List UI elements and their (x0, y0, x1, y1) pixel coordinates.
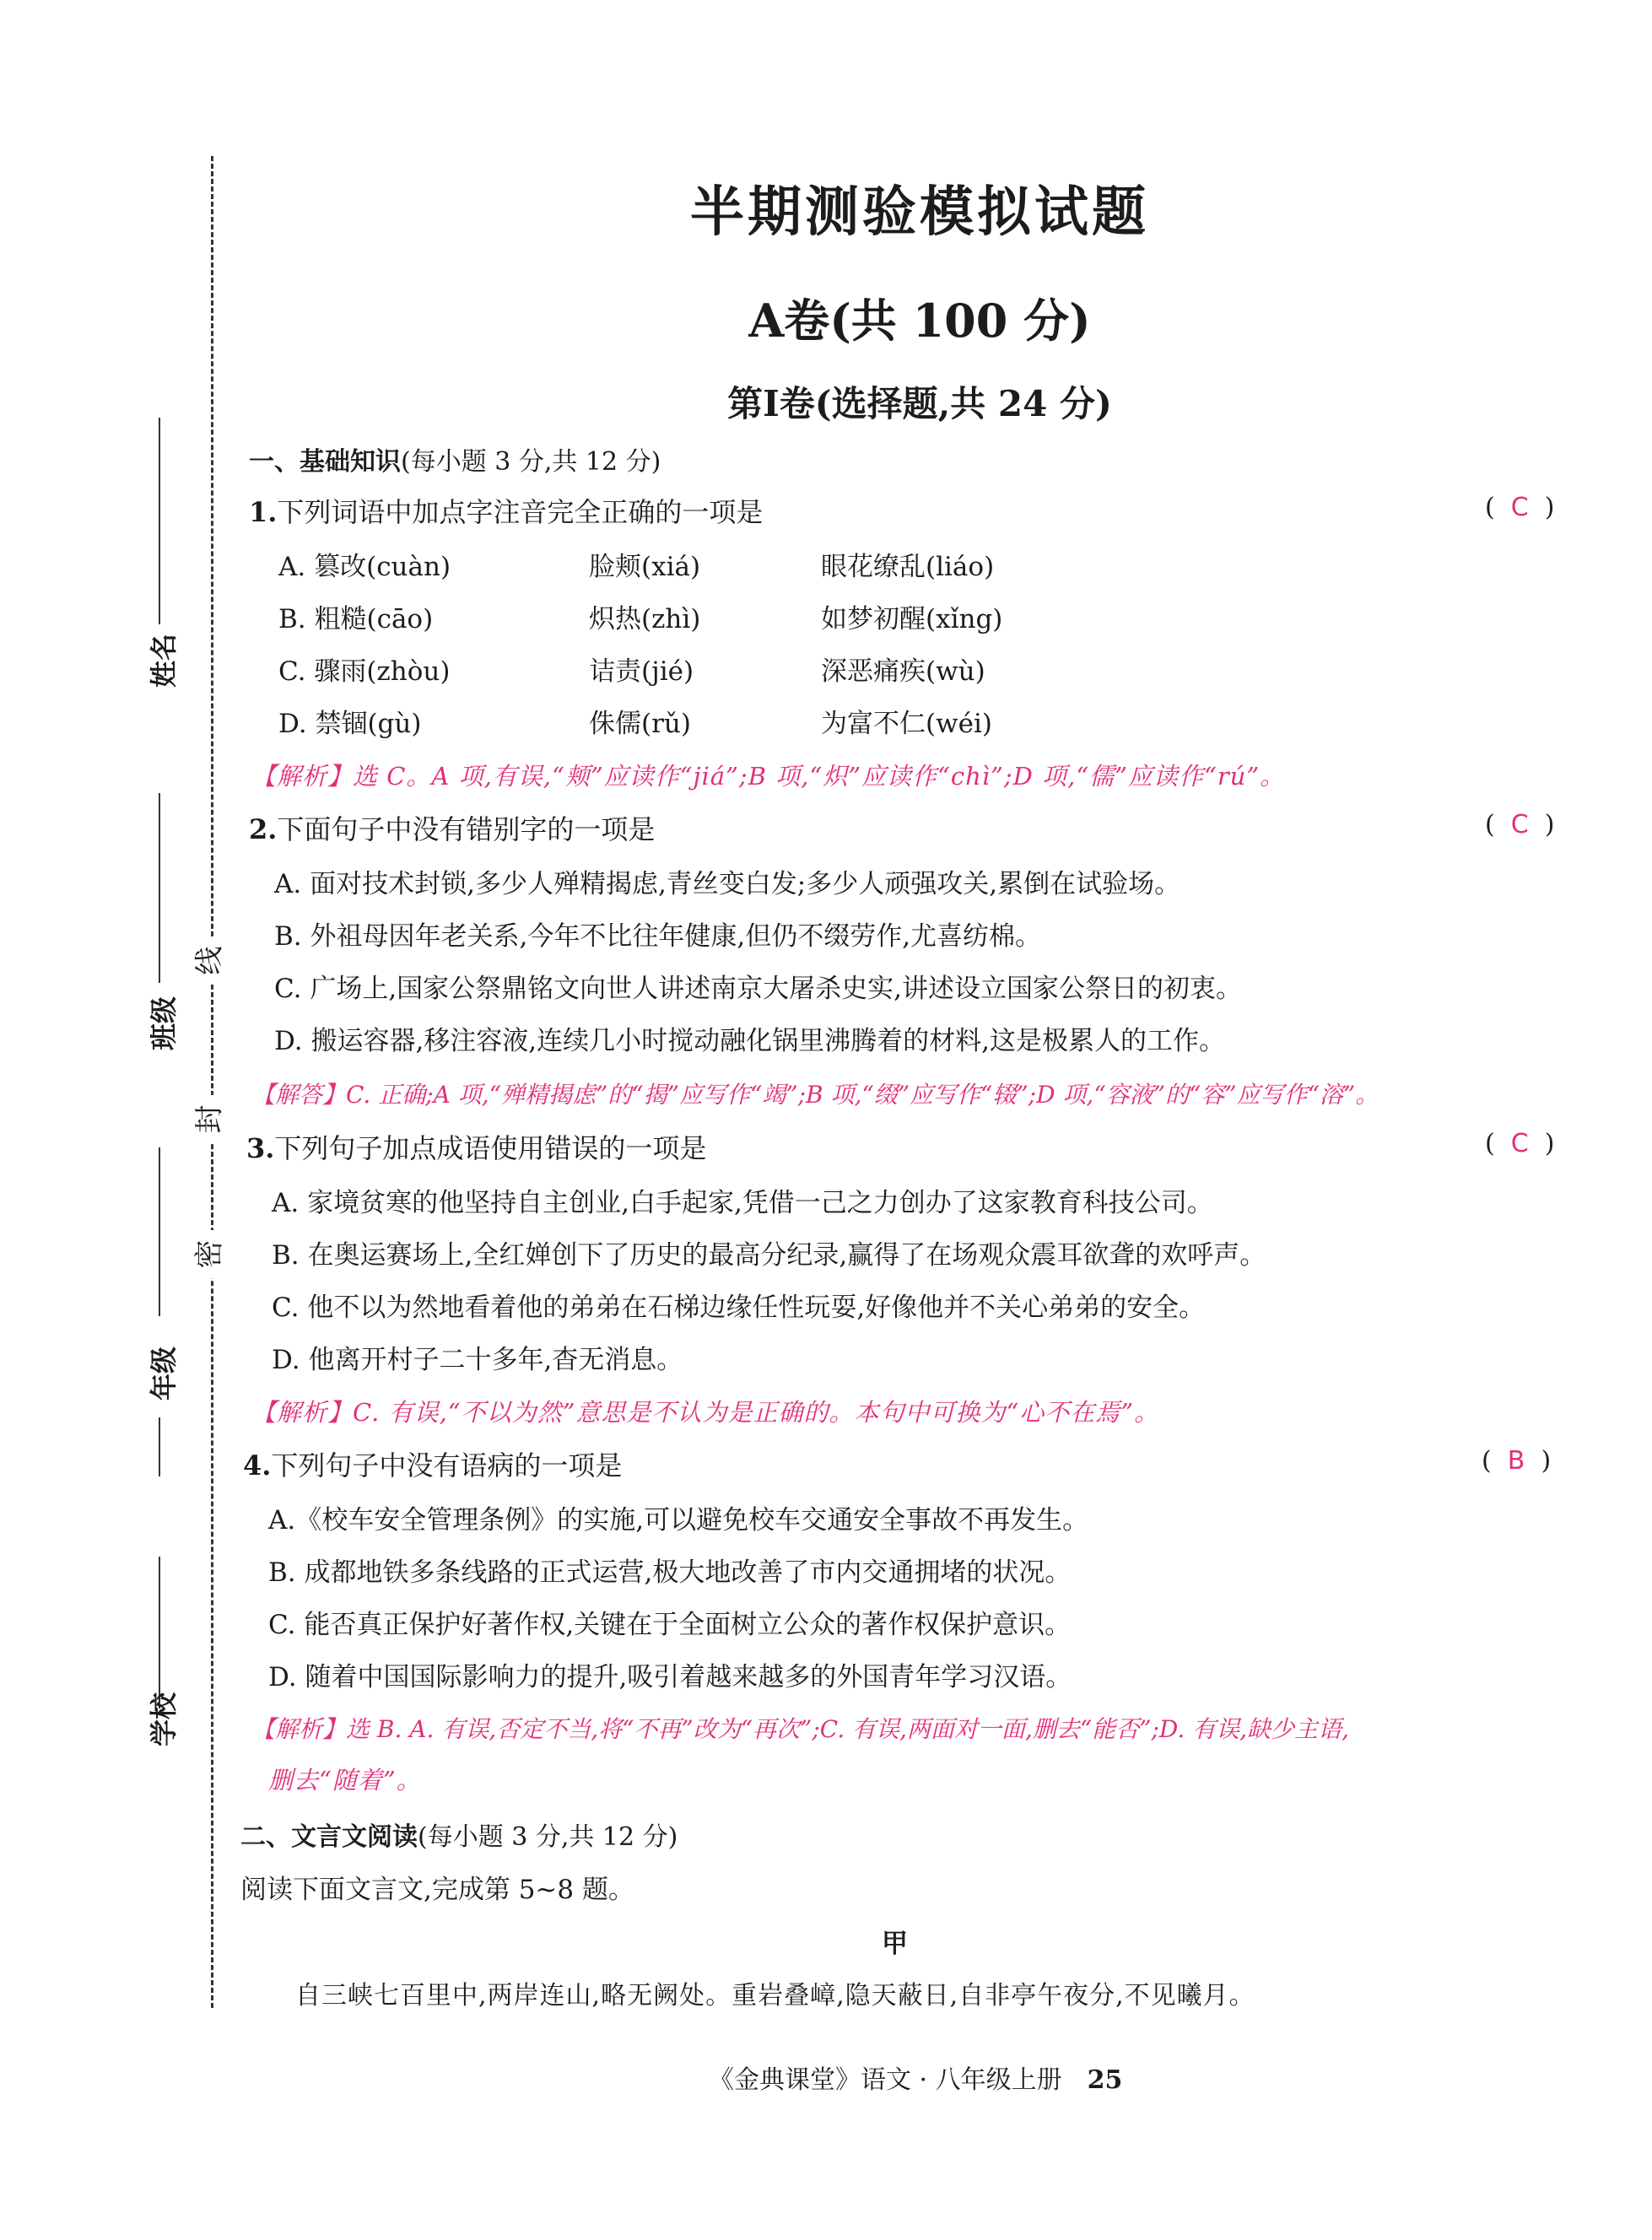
section2-heading (240, 1816, 678, 1853)
reading-instruction: 阅读下面文言文,完成第 5~8 题。 (240, 1875, 634, 1905)
q2-stem (249, 808, 655, 847)
seal-line-wrap (192, 936, 227, 985)
seal-line-text: 线 (192, 946, 227, 975)
q1-option-c-3: 深恶痛疾(wù) (821, 656, 985, 687)
q4-option-d: D. 随着中国国际影响力的提升,吸引着越来越多的外国青年学习汉语。 (268, 1662, 1072, 1692)
seal-secret-wrap (192, 1230, 227, 1278)
q1-option-d-2: 侏儒(rǔ) (589, 709, 691, 739)
school-label: 学校 (148, 1692, 181, 1747)
section2-title: 二、文言文阅读 (240, 1822, 418, 1852)
q2-option-d: D. 搬运容器,移注容液,连续几小时搅动融化锅里沸腾着的材料,这是极累人的工作。 (274, 1026, 1226, 1056)
section1-note: (每小题 3 分,共 12 分) (401, 447, 661, 477)
q3-answer: ( C ) (1485, 1129, 1555, 1158)
q3-text: 下列句子加点成语使用错误的一项是 (274, 1132, 707, 1164)
grade-label-wrap (135, 1346, 189, 1401)
q3-stem (246, 1127, 706, 1166)
seal-seal-wrap (192, 1095, 227, 1143)
q1-stem (249, 491, 763, 530)
q2-option-c: C. 广场上,国家公祭鼎铭文向世人讲述南京大屠杀史实,讲述设立国家公祭日的初衷。 (274, 974, 1243, 1004)
q1-number: 1. (249, 496, 278, 528)
binding-dashed-line (211, 156, 213, 2008)
q3-answer-letter: C (1510, 1129, 1529, 1158)
class-label-wrap (135, 996, 189, 1051)
q1-option-c-2: 诘责(jié) (589, 656, 694, 687)
school-label-wrap (135, 1692, 189, 1747)
class-label: 班级 (148, 996, 181, 1051)
q1-option-b-3: 如梦初醒(xǐng) (821, 604, 1003, 634)
q1-text: 下列词语中加点字注音完全正确的一项是 (277, 496, 764, 528)
q1-option-b-1: B. 粗糙(cāo) (278, 604, 434, 634)
section1-title: 一、基础知识 (249, 447, 401, 477)
q1-option-b-2: 炽热(zhì) (589, 604, 701, 634)
grade-lower-line (159, 1417, 160, 1476)
q4-answer-letter: B (1507, 1446, 1525, 1476)
passage-line-1: 自三峡七百里中,两岸连山,略无阙处。重岩叠嶂,隐天蔽日,自非亭午夜分,不见曦月。 (295, 1981, 1255, 2011)
name-underline (159, 418, 160, 624)
seal-secret-text: 密 (192, 1239, 227, 1269)
q4-analysis-line2: 删去“随着”。 (268, 1766, 422, 1795)
grade-underline (159, 1147, 160, 1316)
q1-option-d-1: D. 禁锢(gù) (278, 709, 422, 739)
q2-text: 下面句子中没有错别字的一项是 (277, 813, 656, 845)
q1-option-d-3: 为富不仁(wéi) (821, 709, 992, 739)
q3-option-a: A. 家境贫寒的他坚持自主创业,白手起家,凭借一己之力创办了这家教育科技公司。 (272, 1188, 1213, 1218)
q3-option-b: B. 在奥运赛场上,全红婵创下了历史的最高分纪录,赢得了在场观众震耳欲聋的欢呼声。 (272, 1240, 1266, 1271)
seal-seal-text: 封 (192, 1104, 227, 1134)
q2-answer: ( C ) (1485, 810, 1555, 839)
q4-text: 下列句子中没有语病的一项是 (271, 1449, 623, 1482)
q1-option-a-2: 脸颊(xiá) (589, 552, 701, 582)
grade-label: 年级 (148, 1346, 181, 1401)
q4-answer: ( B ) (1482, 1446, 1552, 1476)
passage-label: 甲 (882, 1929, 908, 1959)
volume-title: A卷(共 100 分) (748, 294, 1091, 348)
name-label: 姓名 (148, 633, 181, 688)
class-underline (159, 793, 160, 983)
q1-answer-letter: C (1510, 493, 1529, 522)
section1-heading (249, 440, 661, 478)
page-title: 半期测验模拟试题 (690, 181, 1149, 244)
q3-number: 3. (246, 1132, 275, 1164)
q3-option-d: D. 他离开村子二十多年,杳无消息。 (272, 1345, 683, 1375)
q2-number: 2. (249, 813, 278, 845)
q1-analysis: 【解析】选 C。A 项,有误,“颊”应读作“jiá”;B 项,“炽”应读作“chì”;D 项,“儒”应读作“rú”。 (251, 762, 1286, 791)
page-footer (709, 2059, 1122, 2096)
section2-note: (每小题 3 分,共 12 分) (418, 1822, 678, 1852)
part-title: 第Ⅰ卷(选择题,共 24 分) (727, 383, 1112, 424)
q4-number: 4. (243, 1449, 272, 1482)
q4-option-c: C. 能否真正保护好著作权,关键在于全面树立公众的著作权保护意识。 (268, 1610, 1072, 1640)
q4-stem (243, 1444, 622, 1483)
q2-option-b: B. 外祖母因年老关系,今年不比往年健康,但仍不缀劳作,尤喜纺棉。 (274, 921, 1042, 952)
q1-option-c-1: C. 骤雨(zhòu) (278, 656, 451, 687)
q2-option-a: A. 面对技术封锁,多少人殚精揭虑,青丝变白发;多少人顽强攻关,累倒在试验场。 (274, 869, 1181, 899)
page-number: 25 (1087, 2065, 1123, 2095)
q2-answer-letter: C (1510, 810, 1529, 839)
footer-book-title: 《金典课堂》语文 · 八年级上册 (709, 2065, 1062, 2095)
q2-analysis: 【解答】C. 正确;A 项,“殚精揭虑”的“揭”应写作“竭”;B 项,“缀”应写作“辍”;D 项,“容液”的“容”应写作“溶”。 (251, 1081, 1379, 1109)
q1-answer: ( C ) (1485, 493, 1555, 522)
q1-option-a-1: A. 篡改(cuàn) (278, 552, 451, 582)
q4-option-a: A.《校车安全管理条例》的实施,可以避免校车交通安全事故不再发生。 (268, 1505, 1089, 1536)
q4-option-b: B. 成都地铁多条线路的正式运营,极大地改善了市内交通拥堵的状况。 (268, 1557, 1072, 1588)
q1-option-a-3: 眼花缭乱(liáo) (821, 552, 995, 582)
q4-analysis-line1: 【解析】选 B. A. 有误,否定不当,将“不再”改为“再次”;C. 有误,两面对一面,删去“能否”;D. 有误,缺少主语, (251, 1715, 1349, 1743)
q3-option-c: C. 他不以为然地看着他的弟弟在石梯边缘任性玩耍,好像他并不关心弟弟的安全。 (272, 1293, 1206, 1323)
school-underline (159, 1557, 160, 1708)
q3-analysis: 【解析】C. 有误,“不以为然”意思是不认为是正确的。本句中可换为“心不在焉”。 (251, 1398, 1160, 1427)
name-label-wrap (135, 633, 189, 688)
